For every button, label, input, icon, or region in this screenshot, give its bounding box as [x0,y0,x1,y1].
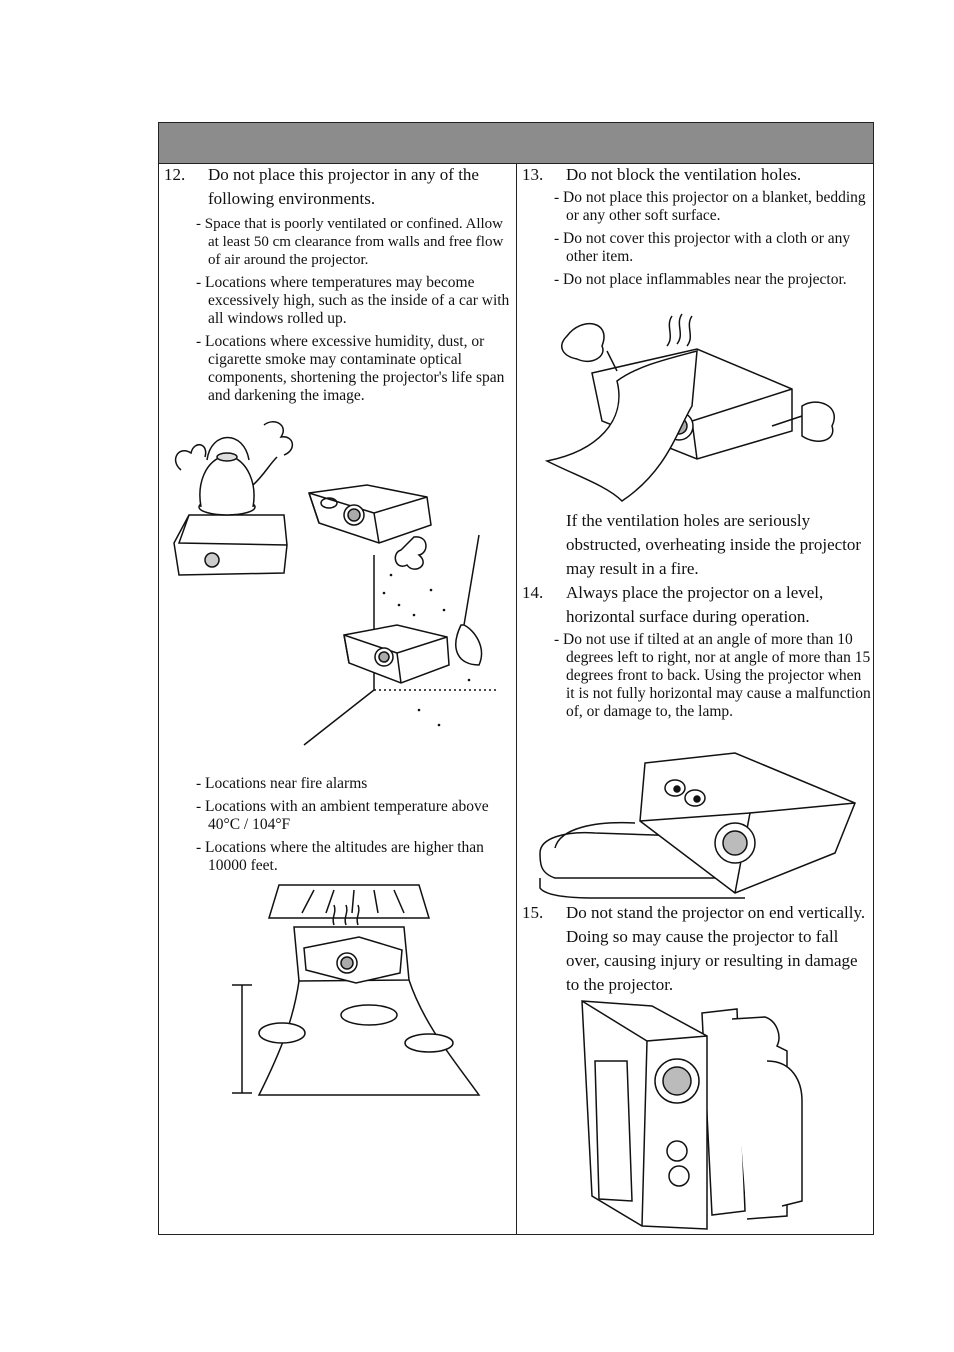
item-text: Do not stand the projector on end vertically. Doing so may cause the projector to fall over, causing injury or resulting in damage to the projector. [566,903,866,994]
bullet-list [554,631,873,721]
bullet-item: - Locations where excessive humidity, dust, or cigarette smoke may contaminate optical components, shortening the projector's life span and darkening the image. [196,333,505,404]
item-number: 14. [522,583,544,602]
bullet-item: - Space that is poorly ventilated or confined. Allow at least 50 cm clearance from walls and free flow of air around the projector. [196,216,504,268]
item-number: 12. [164,165,186,184]
item-15 [517,901,873,997]
table-header [159,123,873,164]
item-13 [517,163,873,289]
right-column [517,163,873,994]
left-column [159,163,516,874]
item-text: Do not place this projector in any of the following environments. [208,165,479,208]
blocked-vent-illustration [547,311,847,511]
item-text: Always place the projector on a level, horizontal surface during operation. [566,583,824,626]
bullet-item: - Locations where the altitudes are higher than 10000 feet. [196,839,484,874]
item-text: Do not block the ventilation holes. [566,165,802,184]
bullet-item: - Do not use if tilted at an angle of more than 10 degrees left to right, nor at angle of more than 15 degrees front to back. Using the projector when it is not fully horizontal may cause a malfunction of, or damage to, the lamp. [554,631,871,720]
tilted-projector-illustration [535,753,865,903]
item-12 [159,163,516,405]
altitude-illustration [224,885,494,1105]
heat-and-dust-illustration [169,425,509,765]
vertical-projector-illustration [577,1001,837,1231]
bullet-list [196,215,516,405]
item-number: 13. [522,165,544,184]
item-12-more [159,771,516,875]
bullet-item: - Do not place inflammables near the projector. [554,271,847,288]
bullet-item: - Do not cover this projector with a cloth or any other item. [554,230,851,265]
bullet-item: - Do not place this projector on a blanket, bedding or any other soft surface. [554,189,866,224]
safety-table [158,122,874,1235]
bullet-list [196,775,516,875]
bullet-item: - Locations where temperatures may become excessively high, such as the inside of a car with all windows rolled up. [196,274,510,327]
bullet-item: - Locations near fire alarms [196,775,368,792]
bullet-list [554,189,873,289]
item-14 [517,581,873,721]
ventilation-note: If the ventilation holes are seriously obstructed, overheating inside the projector may result in a fire. [566,511,862,578]
bullet-item: - Locations with an ambient temperature above 40°C / 104°F [196,798,489,833]
item-number: 15. [522,903,544,922]
